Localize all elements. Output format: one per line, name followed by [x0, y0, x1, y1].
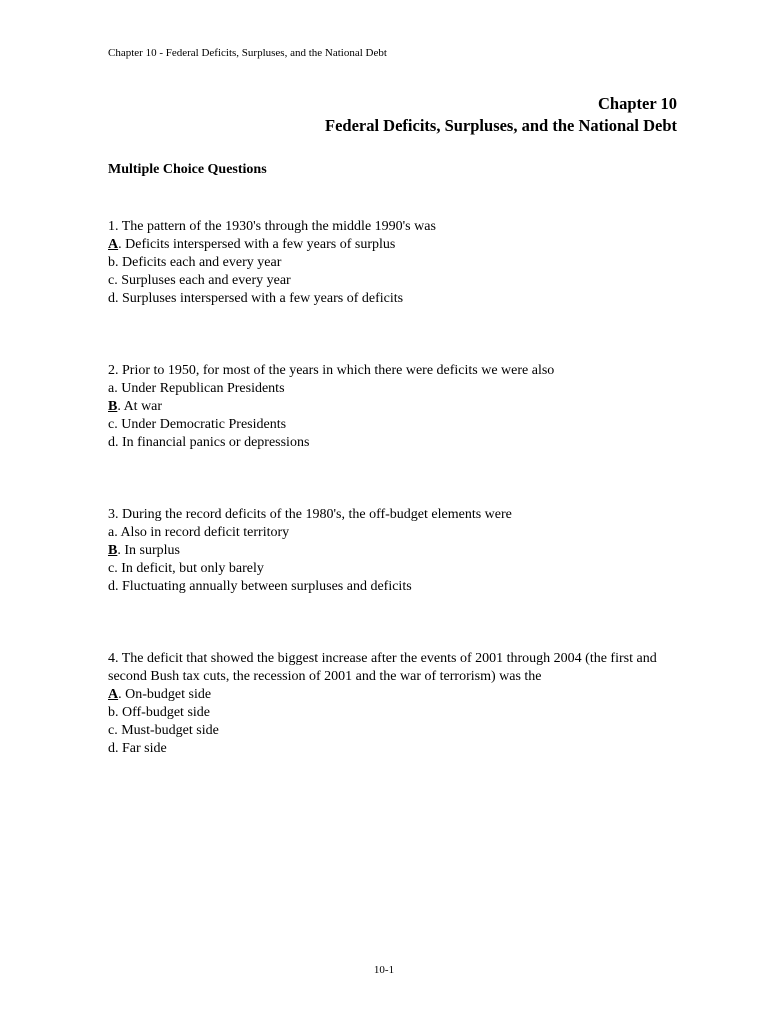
option-d: [108, 578, 698, 596]
option-text: . At war: [117, 399, 163, 414]
option-text: . In deficit, but only barely: [114, 561, 264, 576]
option-text: . Fluctuating annually between surpluses and deficits: [115, 579, 412, 594]
option-text: . Off-budget side: [115, 705, 210, 720]
option-b: [108, 254, 698, 272]
option-a: [108, 236, 698, 254]
option-text: . Surpluses each and every year: [114, 273, 291, 288]
question-1: [108, 218, 698, 308]
option-text: . Deficits each and every year: [115, 255, 282, 270]
option-b: [108, 704, 698, 722]
question-3: [108, 506, 698, 596]
option-b: [108, 542, 698, 560]
correct-answer-letter: B: [108, 399, 118, 414]
option-a: [108, 380, 698, 398]
option-c: [108, 416, 698, 434]
option-letter: d: [108, 579, 115, 594]
option-text: . In surplus: [117, 543, 180, 558]
page-number: 10-1: [373, 964, 395, 976]
option-d: [108, 740, 698, 758]
option-text: . Under Republican Presidents: [114, 381, 285, 396]
option-d: [108, 434, 698, 452]
option-text: . Surpluses interspersed with a few years of deficits: [115, 291, 404, 306]
section-title: Multiple Choice Questions: [108, 162, 267, 177]
question-stem: 2. Prior to 1950, for most of the years in which there were deficits we were also: [108, 363, 555, 378]
running-header: Chapter 10 - Federal Deficits, Surpluses, and the National Debt: [108, 47, 387, 59]
option-letter: c: [108, 417, 115, 432]
correct-answer-letter: B: [108, 543, 118, 558]
option-letter: c: [108, 273, 115, 288]
option-letter: d: [108, 435, 115, 450]
option-letter: c: [108, 723, 115, 738]
option-letter: b: [108, 255, 115, 270]
option-c: [108, 272, 698, 290]
chapter-title: Federal Deficits, Surpluses, and the National Debt: [325, 116, 677, 135]
option-d: [108, 290, 698, 308]
option-letter: d: [108, 741, 115, 756]
option-a: [108, 524, 698, 542]
option-text: . Deficits interspersed with a few years of surplus: [118, 237, 396, 252]
question-stem: 1. The pattern of the 1930's through the middle 1990's was: [108, 219, 436, 234]
question-stem: 4. The deficit that showed the biggest increase after the events of 2001 through 2004 (the first and second Bush tax cuts, the recession of 2001 and the war of terrorism) was the: [108, 651, 657, 684]
option-text: . On-budget side: [118, 687, 212, 702]
chapter-heading: [325, 93, 677, 137]
question-4: [108, 650, 698, 758]
correct-answer-letter: A: [108, 237, 119, 252]
option-text: . Also in record deficit territory: [114, 525, 290, 540]
option-c: [108, 560, 698, 578]
option-b: [108, 398, 698, 416]
option-letter: b: [108, 705, 115, 720]
option-text: . Under Democratic Presidents: [114, 417, 287, 432]
option-text: . In financial panics or depressions: [115, 435, 310, 450]
option-letter: d: [108, 291, 115, 306]
option-c: [108, 722, 698, 740]
option-text: . Far side: [115, 741, 167, 756]
option-letter: c: [108, 561, 115, 576]
option-a: [108, 686, 698, 704]
question-2: [108, 362, 698, 452]
option-letter: a: [108, 381, 115, 396]
option-letter: a: [108, 525, 115, 540]
option-text: . Must-budget side: [114, 723, 219, 738]
correct-answer-letter: A: [108, 687, 119, 702]
question-stem: 3. During the record deficits of the 1980's, the off-budget elements were: [108, 507, 512, 522]
chapter-number: Chapter 10: [598, 94, 677, 113]
